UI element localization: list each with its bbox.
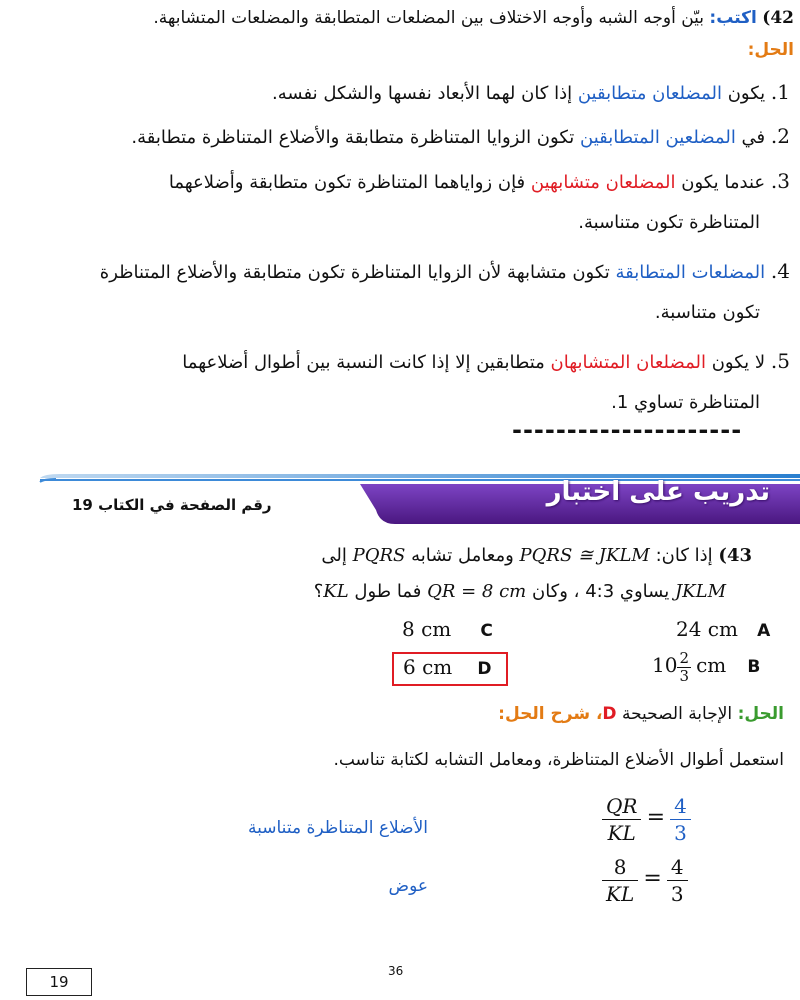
section-divider: --------------------- (512, 416, 743, 444)
solution-item-5-continued: المتناظرة تساوي 1. (611, 392, 760, 413)
step-1-equation: $\frac{QR}{KL}$ = $\frac{4}{3}$ (602, 793, 691, 846)
choice-b[interactable]: 10 $\frac{2}{3}$ cm B (652, 649, 761, 685)
question-43-line-1: 43) إذا كان: PQRS ≅ JKLM ومعامل تشابه PQRS إلى (321, 545, 752, 566)
question-keyword: اكتب: (709, 8, 757, 28)
solution-item-4: 4. المضلعات المتطابقة تكون متشابهة لأن الزوايا المتناظرة تكون متطابقة والأضلاع المتناظرة (99, 259, 790, 283)
step-2-equation: $\frac{8}{KL}$ = $\frac{4}{3}$ (602, 854, 688, 907)
solution-label: الحل: (747, 40, 794, 60)
solution-item-2: 2. في المضلعين المتطابقين تكون الزوايا المتناظرة متطابقة والأضلاع المتناظرة متطابقة. (131, 124, 790, 148)
step-1-note: الأضلاع المتناظرة متناسبة (248, 818, 428, 838)
step-2-note: عوض (388, 876, 428, 896)
question-42 (4, 4, 794, 32)
solution-item-3-continued: المتناظرة تكون متناسبة. (578, 212, 760, 233)
choice-c[interactable]: 8 cm C (402, 617, 493, 641)
question-43 (32, 538, 752, 610)
solution-item-4-continued: تكون متناسبة. (654, 302, 760, 323)
solution-item-5: 5. لا يكون المضلعان المتشابهان متطابقين إلا إذا كانت النسبة بين أطوال أضلاعهما (182, 349, 790, 373)
choice-d[interactable]: 6 cm D (403, 655, 492, 679)
explanation-text: استعمل أطوال الأضلاع المتناظرة، ومعامل التشابه لكتابة تناسب. (333, 750, 784, 770)
book-page-reference: رقم الصفحة في الكتاب 19 (72, 496, 272, 514)
solution-43: الحل: الإجابة الصحيحة D، شرح الحل: (498, 704, 784, 724)
question-number: 42) (762, 8, 794, 28)
banner-title: تدريب على اختبار (546, 477, 770, 507)
page-number: 36 (388, 964, 404, 978)
solution-item-3: 3. عندما يكون المضلعان متشابهين فإن زواياهما المتناظرة تكون متطابقة وأضلاعهما (168, 169, 790, 193)
question-text: بيّن أوجه الشبه وأوجه الاختلاف بين المضلعات المتطابقة والمضلعات المتشابهة. (153, 8, 705, 28)
page-number-box: 19 (26, 968, 92, 996)
question-43-line-2: JKLM يساوي 4:3 ، وكان QR = 8 cm فما طول KL؟ (313, 581, 726, 602)
choice-a[interactable]: 24 cm A (676, 617, 771, 641)
solution-item-1: 1. يكون المضلعان متطابقين إذا كان لهما الأبعاد نفسها والشكل نفسه. (272, 80, 790, 104)
